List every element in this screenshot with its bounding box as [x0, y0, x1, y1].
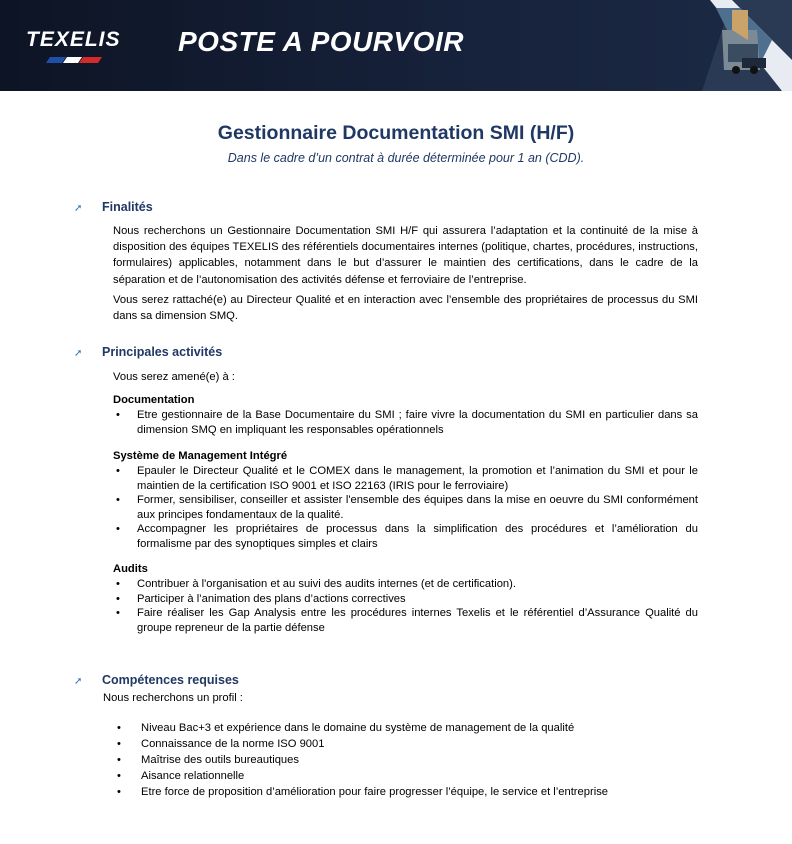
section-activites-heading: ➚ Principales activités: [74, 345, 223, 359]
smi-list: [113, 464, 698, 551]
texelis-logo: TEXELIS: [26, 28, 121, 51]
competences-intro: Nous recherchons un profil :: [103, 692, 243, 704]
section-finalites-heading: ➚ Finalités: [74, 200, 153, 214]
finalites-paragraph-2: Vous serez rattaché(e) au Directeur Qualité et en interaction avec l’ensemble des propriétaires de processus du SMI dans sa dimension SMQ.: [113, 294, 698, 323]
flag-swoosh-icon: [46, 57, 102, 63]
vehicles-photo-graphic: [702, 0, 792, 91]
arrow-icon: ➚: [74, 203, 83, 214]
list-item: • Connaissance de la norme ISO 9001: [116, 736, 716, 752]
list-item: • Faire réaliser les Gap Analysis entre les procédures internes Texelis et le référentiel d’Assurance Qualité du groupe repreneur de la partie défense: [113, 606, 698, 635]
list-item: • Former, sensibiliser, conseiller et assister l'ensemble des équipes dans la mise en oeuvre du SMI conformément aux principes fondamentaux de la qualité.: [113, 493, 698, 522]
list-item: • Etre force de proposition d’amélioration pour faire progresser l’équipe, le service et l’entreprise: [116, 784, 716, 800]
arrow-icon: ➚: [74, 348, 83, 359]
list-item: • Niveau Bac+3 et expérience dans le domaine du système de management de la qualité: [116, 720, 716, 736]
list-item: • Maîtrise des outils bureautiques: [116, 752, 716, 768]
documentation-subheading: Documentation: [113, 394, 195, 406]
list-item: • Epauler le Directeur Qualité et le COMEX dans le management, la promotion et l’animation du SMI et pour le maintien de la certification ISO 9001 et ISO 22163 (IRIS pour le ferroviaire): [113, 464, 698, 493]
section-competences-heading: ➚ Compétences requises: [74, 673, 239, 687]
audits-subheading: Audits: [113, 563, 148, 575]
finalites-paragraph-1: Nous recherchons un Gestionnaire Documentation SMI H/F qui assurera l’adaptation et la continuité de la mise à disposition des équipes TEXELIS des référentiels documentaires internes (politique, chartes, procédures, instructions, formulaires) applicables, notamment dans le but d’assurer le maintien des certifications, dans le cadre de la séparation et de l’autonomisation des activités défense et ferroviaire de l’entreprise.: [113, 225, 698, 286]
smi-subheading: Système de Management Intégré: [113, 450, 288, 462]
header-banner: [0, 0, 792, 91]
competences-list: [116, 720, 716, 800]
list-item: • Etre gestionnaire de la Base Documentaire du SMI ; faire vivre la documentation du SMI en particulier dans sa dimension SMQ en impliquant les responsables opérationnels: [113, 408, 698, 437]
job-subtitle: Dans le cadre d’un contrat à durée déterminée pour 1 an (CDD).: [227, 151, 585, 165]
arrow-icon: ➚: [74, 676, 83, 687]
list-item: • Contribuer à l'organisation et au suivi des audits internes (et de certification).: [113, 577, 698, 592]
documentation-list: [113, 408, 698, 437]
page-title: POSTE A POURVOIR: [178, 26, 464, 57]
list-item: • Accompagner les propriétaires de processus dans la simplification des procédures et l’amélioration du formalisme par des synoptiques simples et clairs: [113, 522, 698, 551]
list-item: • Aisance relationnelle: [116, 768, 716, 784]
list-item: • Participer à l’animation des plans d’actions correctives: [113, 592, 698, 607]
audits-list: [113, 577, 698, 635]
job-title: Gestionnaire Documentation SMI (H/F): [217, 122, 575, 144]
activites-intro: Vous serez amené(e) à :: [113, 371, 235, 383]
